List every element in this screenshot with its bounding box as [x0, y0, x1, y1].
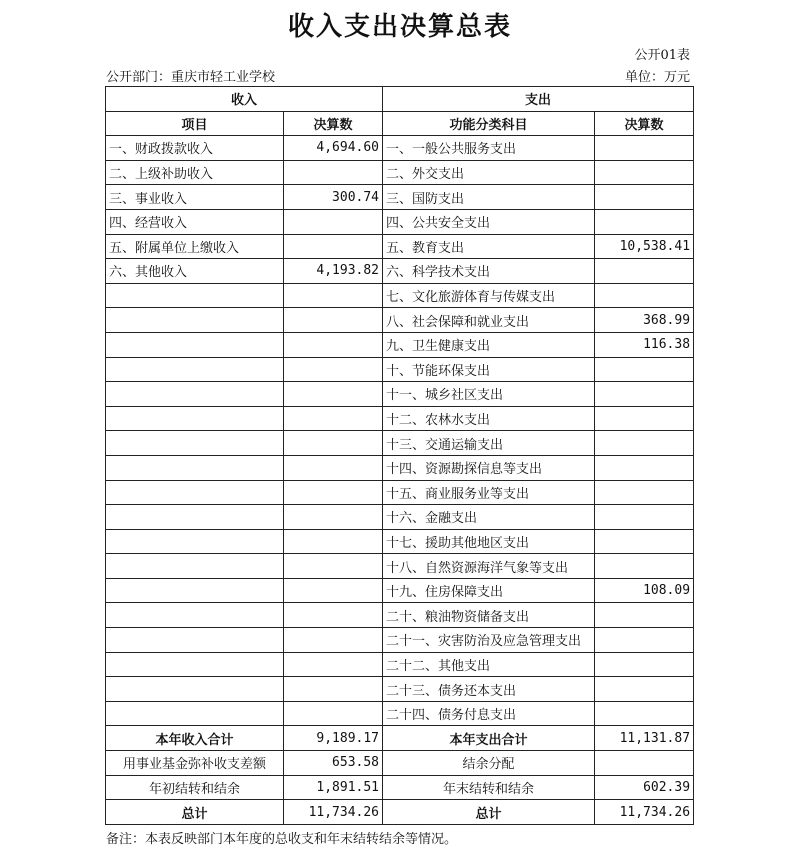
income-item: 四、经营收入 — [106, 209, 284, 234]
expense-item: 七、文化旅游体育与传媒支出 — [383, 283, 595, 308]
amount2-header: 决算数 — [595, 111, 694, 136]
table-row — [106, 578, 694, 603]
income-item: 三、事业收入 — [106, 185, 284, 210]
income-amount — [284, 332, 383, 357]
summary-expense-label: 总计 — [383, 800, 595, 825]
expense-item: 十九、住房保障支出 — [383, 578, 595, 603]
summary-expense-label: 结余分配 — [383, 751, 595, 776]
expense-amount — [595, 677, 694, 702]
expense-amount: 108.09 — [595, 578, 694, 603]
income-item — [106, 480, 284, 505]
summary-income-amount: 1,891.51 — [284, 775, 383, 800]
table-row — [106, 406, 694, 431]
expense-amount — [595, 259, 694, 284]
expense-item: 二十三、债务还本支出 — [383, 677, 595, 702]
income-item — [106, 652, 284, 677]
income-item — [106, 357, 284, 382]
expense-item: 二十、粮油物资储备支出 — [383, 603, 595, 628]
summary-expense-amount: 11,131.87 — [595, 726, 694, 751]
table-row — [106, 480, 694, 505]
expense-amount — [595, 529, 694, 554]
department-label: 公开部门：重庆市轻工业学校 — [106, 70, 276, 85]
expense-amount — [595, 209, 694, 234]
table-row — [106, 628, 694, 653]
expense-item: 二、外交支出 — [383, 160, 595, 185]
expense-item: 十四、资源勘探信息等支出 — [383, 455, 595, 480]
table-row — [106, 357, 694, 382]
income-amount: 4,193.82 — [284, 259, 383, 284]
income-amount — [284, 603, 383, 628]
income-amount — [284, 628, 383, 653]
income-amount — [284, 677, 383, 702]
summary-income-label: 用事业基金弥补收支差额 — [106, 751, 284, 776]
summary-income-amount: 653.58 — [284, 751, 383, 776]
table-row — [106, 677, 694, 702]
table-row — [106, 259, 694, 284]
income-amount — [284, 357, 383, 382]
expense-amount — [595, 554, 694, 579]
income-item — [106, 677, 284, 702]
income-amount — [284, 431, 383, 456]
table-row — [106, 505, 694, 530]
table-row — [106, 554, 694, 579]
table-row — [106, 136, 694, 161]
summary-row — [106, 751, 694, 776]
table-row — [106, 185, 694, 210]
table-row — [106, 209, 694, 234]
expense-amount — [595, 136, 694, 161]
income-item — [106, 455, 284, 480]
expense-amount: 368.99 — [595, 308, 694, 333]
income-amount — [284, 234, 383, 259]
income-item — [106, 406, 284, 431]
expense-amount — [595, 480, 694, 505]
summary-income-label: 总计 — [106, 800, 284, 825]
table-row — [106, 160, 694, 185]
income-item: 六、其他收入 — [106, 259, 284, 284]
income-item — [106, 505, 284, 530]
income-amount — [284, 209, 383, 234]
income-amount — [284, 382, 383, 407]
expense-amount: 116.38 — [595, 332, 694, 357]
expense-amount — [595, 505, 694, 530]
income-item — [106, 431, 284, 456]
income-amount — [284, 406, 383, 431]
expense-item: 三、国防支出 — [383, 185, 595, 210]
income-item: 五、附属单位上缴收入 — [106, 234, 284, 259]
income-item — [106, 554, 284, 579]
income-item — [106, 628, 284, 653]
income-item — [106, 603, 284, 628]
summary-expense-amount — [595, 751, 694, 776]
summary-income-label: 年初结转和结余 — [106, 775, 284, 800]
table-row — [106, 234, 694, 259]
income-amount — [284, 308, 383, 333]
income-item — [106, 283, 284, 308]
income-item — [106, 382, 284, 407]
table-row — [106, 652, 694, 677]
income-amount — [284, 505, 383, 530]
income-item: 二、上级补助收入 — [106, 160, 284, 185]
expense-amount — [595, 455, 694, 480]
expense-amount — [595, 701, 694, 726]
income-item: 一、财政拨款收入 — [106, 136, 284, 161]
summary-expense-amount: 602.39 — [595, 775, 694, 800]
summary-income-amount: 11,734.26 — [284, 800, 383, 825]
table-row — [106, 308, 694, 333]
expense-item: 十二、农林水支出 — [383, 406, 595, 431]
header-row-1 — [106, 87, 694, 112]
expense-item: 一、一般公共服务支出 — [383, 136, 595, 161]
expense-amount — [595, 283, 694, 308]
form-number: 公开01表 — [634, 48, 690, 63]
expense-amount — [595, 160, 694, 185]
summary-income-amount: 9,189.17 — [284, 726, 383, 751]
expense-item: 十五、商业服务业等支出 — [383, 480, 595, 505]
expense-amount — [595, 431, 694, 456]
income-amount — [284, 652, 383, 677]
expense-item: 十三、交通运输支出 — [383, 431, 595, 456]
income-item — [106, 578, 284, 603]
expense-amount: 10,538.41 — [595, 234, 694, 259]
expense-amount — [595, 357, 694, 382]
expense-amount — [595, 406, 694, 431]
expense-item: 十七、援助其他地区支出 — [383, 529, 595, 554]
expense-item: 十六、金融支出 — [383, 505, 595, 530]
expense-item: 十、节能环保支出 — [383, 357, 595, 382]
header-row-2 — [106, 111, 694, 136]
expense-amount — [595, 628, 694, 653]
expense-item: 二十四、债务付息支出 — [383, 701, 595, 726]
page-title: 收入支出决算总表 — [287, 12, 512, 42]
income-amount — [284, 480, 383, 505]
expense-header: 支出 — [383, 87, 694, 112]
expense-item: 五、教育支出 — [383, 234, 595, 259]
income-amount — [284, 283, 383, 308]
item-header: 项目 — [106, 111, 284, 136]
expense-item: 二十一、灾害防治及应急管理支出 — [383, 628, 595, 653]
expense-item: 八、社会保障和就业支出 — [383, 308, 595, 333]
income-amount: 4,694.60 — [284, 136, 383, 161]
income-item — [106, 332, 284, 357]
summary-row — [106, 726, 694, 751]
expense-item: 六、科学技术支出 — [383, 259, 595, 284]
category-header: 功能分类科目 — [383, 111, 595, 136]
summary-expense-label: 年末结转和结余 — [383, 775, 595, 800]
income-amount — [284, 578, 383, 603]
amount-header: 决算数 — [284, 111, 383, 136]
expense-item: 九、卫生健康支出 — [383, 332, 595, 357]
expense-amount — [595, 185, 694, 210]
income-item — [106, 701, 284, 726]
income-amount — [284, 160, 383, 185]
table-row — [106, 283, 694, 308]
table-row — [106, 332, 694, 357]
income-amount — [284, 455, 383, 480]
expense-amount — [595, 652, 694, 677]
income-amount — [284, 529, 383, 554]
expense-item: 十一、城乡社区支出 — [383, 382, 595, 407]
income-header: 收入 — [106, 87, 383, 112]
table-row — [106, 382, 694, 407]
table-row — [106, 455, 694, 480]
summary-expense-label: 本年支出合计 — [383, 726, 595, 751]
table-row — [106, 603, 694, 628]
expense-item: 四、公共安全支出 — [383, 209, 595, 234]
expense-item: 二十二、其他支出 — [383, 652, 595, 677]
summary-income-label: 本年收入合计 — [106, 726, 284, 751]
table-row — [106, 431, 694, 456]
table-row — [106, 529, 694, 554]
footnote: 备注：本表反映部门本年度的总收支和年末结转结余等情况。 — [106, 832, 458, 847]
unit-label: 单位：万元 — [624, 70, 690, 85]
income-expense-table — [105, 86, 694, 825]
income-amount — [284, 554, 383, 579]
table-row — [106, 701, 694, 726]
income-amount: 300.74 — [284, 185, 383, 210]
expense-amount — [595, 382, 694, 407]
income-amount — [284, 701, 383, 726]
summary-row — [106, 775, 694, 800]
income-item — [106, 308, 284, 333]
expense-item: 十八、自然资源海洋气象等支出 — [383, 554, 595, 579]
income-item — [106, 529, 284, 554]
summary-row — [106, 800, 694, 825]
expense-amount — [595, 603, 694, 628]
summary-expense-amount: 11,734.26 — [595, 800, 694, 825]
